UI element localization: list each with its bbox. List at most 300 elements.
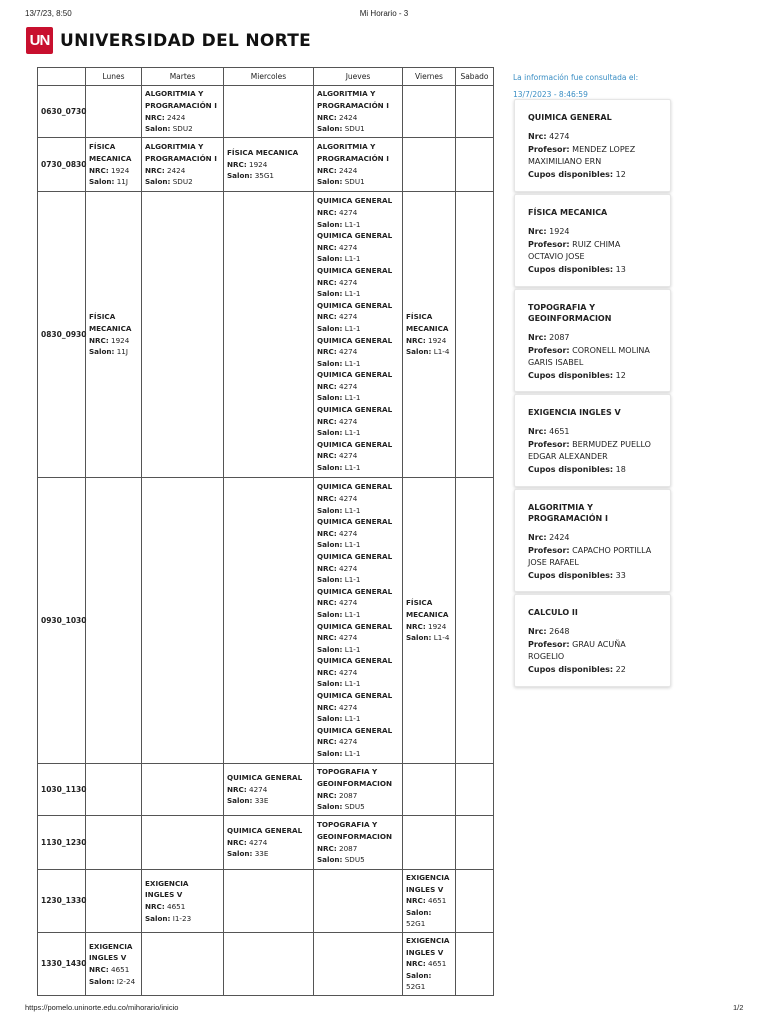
class-entry [317,300,399,335]
column-header-day: Viernes [403,68,456,86]
salon-value: I2-24 [116,976,136,986]
salon-label: Salon: [317,177,343,187]
salon-line [89,176,138,188]
nrc-label: NRC: [145,165,165,175]
course-professor [528,144,657,169]
column-header-day: Sabado [456,68,494,86]
salon-label: Salon: [317,575,343,585]
nrc-line [317,597,399,609]
salon-value: L1-1 [344,644,361,654]
salon-line [406,346,452,358]
course-professor-label: Profesor: [528,144,570,154]
course-name: QUIMICA GENERAL [317,335,393,345]
nrc-line [145,901,220,913]
schedule-cell [314,86,403,138]
salon-value: L1-1 [344,714,361,724]
course-name: QUIMICA GENERAL [317,196,393,206]
course-nrc-value: 1924 [549,227,570,236]
nrc-label: NRC: [406,896,426,906]
course-nrc-value: 2648 [549,627,570,636]
salon-label: Salon: [89,976,115,986]
salon-value: L1-4 [433,347,450,357]
class-entry [317,766,399,812]
schedule-cell [224,870,314,933]
nrc-line [406,621,452,633]
nrc-value: 1924 [249,159,268,169]
course-name: QUIMICA GENERAL [317,300,393,310]
salon-line [406,907,452,930]
salon-label: Salon: [406,347,432,357]
course-available-seats [528,264,657,277]
salon-value: L1-1 [344,289,361,299]
class-entry [227,147,310,182]
nrc-label: NRC: [317,242,337,252]
course-available-seats [528,370,657,383]
schedule-table [37,67,494,996]
schedule-cell [142,816,224,870]
course-professor [528,439,657,464]
course-nrc-value: 2424 [549,533,570,542]
time-slot: 1030_1130 [38,764,86,816]
nrc-label: NRC: [317,451,337,461]
salon-value: L1-1 [344,575,361,585]
course-available-seats [528,664,657,677]
salon-line [145,176,220,188]
schedule-cell [314,192,403,478]
course-professor-label: Profesor: [528,239,570,249]
course-name: QUIMICA GENERAL [317,656,393,666]
nrc-line [317,632,399,644]
column-header-day: Lunes [86,68,142,86]
class-entry [317,404,399,439]
column-header-time [38,68,86,86]
nrc-value: 4274 [339,277,358,287]
salon-line [317,219,399,231]
course-card [514,99,671,192]
schedule-row [38,932,494,995]
class-entry [317,481,399,516]
class-entry [406,935,452,993]
salon-value: L1-1 [344,463,361,473]
course-name: ALGORITMIA Y PROGRAMACIÓN I [145,142,217,163]
salon-value: L1-1 [344,393,361,403]
salon-label: Salon: [317,219,343,229]
nrc-line [145,165,220,177]
salon-label: Salon: [89,347,115,357]
course-name: EXIGENCIA INGLES V [406,935,450,957]
nrc-label: NRC: [317,790,337,800]
salon-line [89,346,138,358]
course-name: FÍSICA MECANICA [89,142,132,163]
nrc-value: 2087 [339,790,358,800]
nrc-line [317,112,399,124]
course-available-seats-label: Cupos disponibles: [528,464,614,474]
nrc-label: NRC: [317,207,337,217]
schedule-cell [456,764,494,816]
schedule-cell [224,86,314,138]
nrc-line [317,667,399,679]
salon-line [317,539,399,551]
course-name: QUIMICA GENERAL [317,370,393,380]
nrc-line [317,242,399,254]
salon-value: SDU5 [344,855,365,865]
salon-line [227,170,310,182]
nrc-label: NRC: [227,159,247,169]
nrc-label: NRC: [317,633,337,643]
schedule-cell [314,478,403,764]
schedule-row [38,192,494,478]
schedule-cell [314,870,403,933]
salon-label: Salon: [227,796,253,806]
course-name: QUIMICA GENERAL [317,482,393,492]
nrc-label: NRC: [89,964,109,974]
salon-value: L1-1 [344,323,361,333]
schedule-row [38,870,494,933]
nrc-line [227,784,310,796]
course-nrc [528,532,657,545]
nrc-value: 2424 [167,112,186,122]
nrc-value: 1924 [428,335,447,345]
salon-label: Salon: [317,855,343,865]
nrc-label: NRC: [317,667,337,677]
course-professor-value: CORONELL MOLINA GARIS ISABEL [528,345,650,367]
salon-line [317,358,399,370]
footer-page-number: 1/2 [733,1003,744,1012]
nrc-label: NRC: [317,598,337,608]
salon-value: L1-1 [344,540,361,550]
course-card [514,489,671,592]
nrc-value: 2087 [339,843,358,853]
course-professor [528,545,657,570]
salon-line [317,713,399,725]
column-header-day: Miercoles [224,68,314,86]
salon-value: 52G1 [406,919,426,929]
nrc-label: NRC: [145,901,165,911]
class-entry [317,230,399,265]
salon-line [317,574,399,586]
course-available-seats-value: 12 [615,169,626,179]
salon-line [317,644,399,656]
schedule-cell [142,870,224,933]
nrc-line [317,736,399,748]
course-available-seats [528,169,657,182]
schedule-cell [403,192,456,478]
salon-value: L1-1 [344,428,361,438]
class-entry [89,311,138,357]
course-card [514,394,671,487]
salon-line [317,748,399,760]
course-available-seats [528,464,657,477]
salon-value: L1-1 [344,219,361,229]
salon-label: Salon: [317,393,343,403]
course-professor-label: Profesor: [528,439,570,449]
nrc-line [317,702,399,714]
nrc-line [317,843,399,855]
nrc-value: 4274 [339,381,358,391]
class-entry [145,878,220,924]
salon-label: Salon: [317,254,343,264]
course-nrc-label: Nrc: [528,333,547,342]
course-card [514,594,671,687]
schedule-cell [403,932,456,995]
salon-label: Salon: [317,714,343,724]
course-name: QUIMICA GENERAL [227,773,303,783]
course-name: FÍSICA MECANICA [406,312,449,333]
course-name: QUIMICA GENERAL [317,265,393,275]
time-slot: 1130_1230 [38,816,86,870]
course-professor-label: Profesor: [528,639,570,649]
nrc-line [317,563,399,575]
salon-label: Salon: [406,970,432,980]
course-name: QUIMICA GENERAL [317,551,393,561]
time-slot: 0630_0730 [38,86,86,138]
salon-value: L1-1 [344,679,361,689]
salon-value: SDU1 [344,177,365,187]
nrc-value: 4274 [339,633,358,643]
salon-value: SDU2 [172,124,193,134]
salon-label: Salon: [89,177,115,187]
class-entry [406,311,452,357]
salon-value: SDU5 [344,802,365,812]
schedule-row [38,138,494,192]
course-available-seats-label: Cupos disponibles: [528,664,614,674]
nrc-label: NRC: [317,381,337,391]
course-name: ALGORITMIA Y PROGRAMACIÓN I [317,142,389,163]
nrc-value: 1924 [428,621,447,631]
time-slot: 0930_1030 [38,478,86,764]
salon-value: SDU1 [344,124,365,134]
nrc-label: NRC: [317,493,337,503]
class-entry [317,516,399,551]
course-available-seats-label: Cupos disponibles: [528,370,614,380]
salon-value: 11J [116,347,128,357]
nrc-value: 4274 [339,702,358,712]
nrc-label: NRC: [317,528,337,538]
salon-label: Salon: [317,463,343,473]
schedule-cell [403,870,456,933]
nrc-value: 4274 [339,451,358,461]
class-entry [317,725,399,760]
course-nrc-label: Nrc: [528,227,547,236]
course-professor-label: Profesor: [528,545,570,555]
schedule-cell [224,138,314,192]
print-page-title: Mi Horario - 3 [359,9,409,18]
course-nrc-value: 4274 [549,132,570,141]
course-nrc [528,626,657,639]
course-name: TOPOGRAFIA Y GEOINFORMACION [317,820,392,841]
course-name: TOPOGRAFIA Y GEOINFORMACION [317,767,392,788]
logo-mark-icon: UN [26,27,53,54]
column-header-day: Martes [142,68,224,86]
nrc-label: NRC: [317,563,337,573]
nrc-value: 4651 [428,959,447,969]
salon-line [317,505,399,517]
salon-value: I1-23 [172,913,192,923]
salon-value: L1-1 [344,358,361,368]
salon-line [406,632,452,644]
class-entry [317,621,399,656]
university-logo [26,27,311,54]
schedule-cell [456,138,494,192]
nrc-line [145,112,220,124]
course-name: QUIMICA GENERAL [317,439,393,449]
nrc-value: 4274 [339,528,358,538]
course-card-title: FÍSICA MECANICA [528,208,608,217]
schedule-cell [224,932,314,995]
course-card-title: QUIMICA GENERAL [528,113,612,122]
nrc-line [227,159,310,171]
schedule-cell [456,816,494,870]
nrc-value: 4651 [167,901,186,911]
nrc-line [317,528,399,540]
schedule-cell [86,478,142,764]
nrc-line [317,493,399,505]
course-nrc-label: Nrc: [528,427,547,436]
course-card-title: CALCULO II [528,608,578,617]
salon-value: L1-4 [433,633,450,643]
schedule-cell [456,86,494,138]
schedule-cell [403,138,456,192]
salon-line [317,427,399,439]
nrc-label: NRC: [89,335,109,345]
salon-line [317,678,399,690]
nrc-value: 1924 [111,165,130,175]
nrc-value: 4274 [339,737,358,747]
salon-line [317,462,399,474]
class-entry [317,690,399,725]
course-name: QUIMICA GENERAL [317,586,393,596]
time-slot: 1230_1330 [38,870,86,933]
schedule-cell [224,192,314,478]
salon-label: Salon: [317,505,343,515]
schedule-cell [224,478,314,764]
nrc-line [317,346,399,358]
salon-value: L1-1 [344,254,361,264]
nrc-label: NRC: [145,112,165,122]
nrc-value: 1924 [111,335,130,345]
salon-label: Salon: [406,907,432,917]
schedule-cell [314,138,403,192]
salon-value: L1-1 [344,749,361,759]
salon-label: Salon: [406,633,432,643]
column-header-day: Jueves [314,68,403,86]
nrc-value: 4274 [339,493,358,503]
nrc-value: 4274 [249,837,268,847]
nrc-line [317,165,399,177]
footer-url: https://pomelo.uninorte.edu.co/mihorario/inicio [25,1003,179,1012]
course-professor-value: RUIZ CHIMA OCTAVIO JOSE [528,239,621,261]
nrc-value: 4274 [339,667,358,677]
schedule-cell [314,764,403,816]
nrc-label: NRC: [406,959,426,969]
nrc-label: NRC: [317,416,337,426]
schedule-row [38,764,494,816]
schedule-cell [142,138,224,192]
time-slot: 1330_1430 [38,932,86,995]
nrc-line [317,790,399,802]
nrc-value: 4651 [111,964,130,974]
salon-line [317,253,399,265]
class-entry [317,551,399,586]
nrc-label: NRC: [317,737,337,747]
salon-label: Salon: [317,323,343,333]
salon-value: 11J [116,177,128,187]
class-entry [317,439,399,474]
class-entry [317,586,399,621]
salon-line [317,176,399,188]
salon-value: 33E [254,796,269,806]
nrc-value: 4274 [339,347,358,357]
nrc-label: NRC: [89,165,109,175]
class-entry [227,772,310,807]
print-datetime: 13/7/23, 8:50 [25,9,72,18]
salon-value: 33E [254,849,269,859]
nrc-line [317,277,399,289]
class-entry [145,88,220,134]
schedule-cell [86,764,142,816]
course-name: FÍSICA MECANICA [227,148,299,158]
time-slot: 0830_0930 [38,192,86,478]
course-nrc-label: Nrc: [528,627,547,636]
class-entry [317,265,399,300]
course-name: EXIGENCIA INGLES V [406,873,450,894]
nrc-line [227,837,310,849]
nrc-label: NRC: [317,312,337,322]
course-available-seats-value: 18 [615,464,626,474]
time-slot: 0730_0830 [38,138,86,192]
nrc-label: NRC: [317,277,337,287]
salon-line [317,801,399,813]
salon-label: Salon: [317,428,343,438]
course-professor [528,639,657,664]
course-available-seats-value: 13 [615,264,626,274]
schedule-cell [456,932,494,995]
course-available-seats-value: 33 [615,570,626,580]
nrc-line [317,450,399,462]
course-name: ALGORITMIA Y PROGRAMACIÓN I [317,89,389,110]
course-professor-value: BERMUDEZ PUELLO EDGAR ALEXANDER [528,439,651,461]
schedule-cell [86,870,142,933]
schedule-row [38,816,494,870]
course-professor [528,239,657,264]
schedule-cell [86,816,142,870]
schedule-header-row [38,68,494,86]
salon-line [317,392,399,404]
nrc-value: 2424 [339,112,358,122]
course-name: FÍSICA MECANICA [406,598,449,619]
course-name: ALGORITMIA Y PROGRAMACIÓN I [145,89,217,110]
course-name: EXIGENCIA INGLES V [89,941,133,963]
class-entry [317,88,399,134]
course-professor-value: GRAU ACUÑA ROGELIO [528,639,626,661]
nrc-value: 4274 [249,784,268,794]
course-professor-value: CAPACHO PORTILLA JOSE RAFAEL [528,545,652,567]
salon-label: Salon: [317,609,343,619]
nrc-line [406,335,452,347]
nrc-value: 4274 [339,416,358,426]
course-professor [528,345,657,370]
nrc-value: 4274 [339,312,358,322]
salon-value: L1-1 [344,609,361,619]
schedule-cell [456,870,494,933]
course-professor-value: MENDEZ LOPEZ MAXIMILIANO ERN [528,144,636,166]
nrc-value: 4651 [428,896,447,906]
schedule-cell [86,138,142,192]
salon-label: Salon: [317,124,343,134]
nrc-line [89,165,138,177]
salon-value: 52G1 [406,982,426,992]
schedule-cell [142,192,224,478]
